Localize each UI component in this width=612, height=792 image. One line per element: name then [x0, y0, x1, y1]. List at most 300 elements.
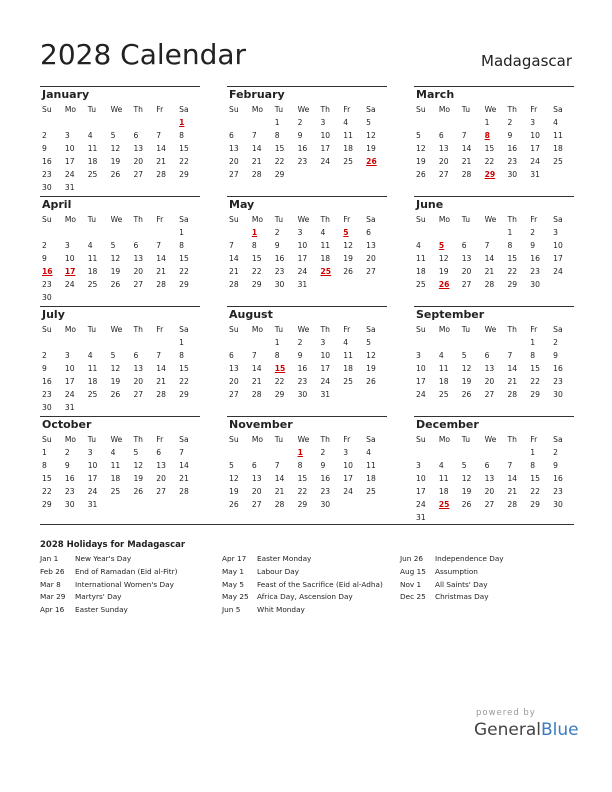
day-cell: 5 [133, 448, 139, 457]
day-cell: 16 [530, 254, 540, 263]
empty-cell [86, 401, 109, 414]
brand-blue: Blue [541, 720, 579, 740]
holiday-item [222, 553, 383, 566]
weekday-label: Mo [64, 105, 77, 114]
day-cell: 23 [297, 377, 308, 386]
weekday-label: Tu [274, 435, 284, 444]
week-row [227, 485, 387, 498]
day-cell: 1 [530, 338, 536, 347]
empty-cell [86, 181, 109, 194]
day-cell: 31 [87, 500, 98, 509]
day-cell: 31 [64, 403, 75, 412]
holiday-name: New Year's Day [75, 554, 132, 563]
holiday-item [222, 579, 383, 592]
day-cell: 15 [42, 474, 52, 483]
holiday-day-cell: 17 [64, 267, 76, 276]
day-cell: 19 [461, 487, 472, 496]
empty-cell [341, 168, 364, 181]
day-cell: 19 [110, 157, 121, 166]
weekday-label: We [484, 435, 497, 444]
day-cell: 21 [156, 377, 166, 386]
day-cell: 19 [416, 157, 426, 166]
day-cell: 8 [42, 461, 47, 470]
day-cell: 6 [133, 131, 139, 140]
week-row [414, 362, 574, 375]
day-cell: 27 [251, 500, 262, 509]
day-cell: 31 [297, 280, 308, 289]
day-cell: 11 [320, 241, 331, 250]
week-row [40, 349, 200, 362]
day-cell: 22 [179, 157, 189, 166]
day-cell: 29 [297, 500, 308, 509]
day-cell: 11 [553, 131, 563, 140]
day-cell: 18 [87, 157, 98, 166]
day-cell: 14 [484, 254, 495, 263]
holiday-name: Easter Monday [257, 554, 312, 563]
brand-logo[interactable] [474, 720, 579, 740]
weekday-label: Mo [251, 325, 264, 334]
day-cell: 21 [507, 487, 518, 496]
weekday-label: Sa [366, 435, 376, 444]
day-cell: 8 [251, 241, 257, 250]
holidays-title: 2028 Holidays for Madagascar [40, 540, 186, 550]
day-cell: 22 [484, 157, 495, 166]
holiday-date: Aug 15 [400, 566, 426, 576]
weekday-label: Mo [251, 215, 264, 224]
empty-cell [177, 401, 200, 414]
week-row [40, 252, 200, 265]
holiday-day-cell: 15 [274, 364, 286, 373]
empty-cell [131, 336, 154, 349]
day-cell: 30 [530, 280, 540, 289]
weekday-label: Fr [530, 215, 538, 224]
weekday-label: Th [133, 105, 143, 114]
empty-cell [505, 336, 528, 349]
day-cell: 12 [343, 241, 353, 250]
month-september [414, 306, 574, 415]
month-name: February [229, 88, 285, 101]
empty-cell [250, 336, 273, 349]
week-row [227, 239, 387, 252]
empty-cell [483, 336, 506, 349]
day-cell: 2 [507, 118, 513, 127]
empty-cell [86, 291, 109, 304]
empty-cell [154, 181, 177, 194]
weekday-header [414, 433, 574, 446]
weekday-label: Fr [156, 325, 164, 334]
day-cell: 11 [87, 364, 98, 373]
day-cell: 5 [229, 461, 234, 470]
day-cell: 13 [251, 474, 262, 483]
day-cell: 25 [343, 377, 353, 386]
day-cell: 9 [507, 131, 513, 140]
week-row [40, 446, 200, 459]
week-row [414, 459, 574, 472]
day-cell: 28 [156, 280, 166, 289]
week-row [40, 336, 200, 349]
day-cell: 13 [461, 254, 472, 263]
day-cell: 10 [416, 364, 426, 373]
day-cell: 26 [229, 500, 239, 509]
week-row [414, 375, 574, 388]
day-cell: 9 [297, 351, 303, 360]
day-cell: 19 [366, 364, 376, 373]
week-row [40, 239, 200, 252]
day-cell: 3 [343, 448, 349, 457]
day-cell: 6 [366, 228, 371, 237]
weekday-label: We [484, 325, 497, 334]
day-cell: 2 [320, 448, 326, 457]
empty-cell [483, 511, 506, 524]
weekday-label: Mo [64, 435, 77, 444]
empty-cell [63, 336, 86, 349]
empty-cell [177, 181, 200, 194]
day-cell: 16 [507, 144, 518, 153]
day-cell: 19 [229, 487, 239, 496]
holiday-day-cell: 25 [438, 500, 450, 509]
page-title: 2028 Calendar [40, 38, 247, 71]
weekday-label: Sa [553, 215, 563, 224]
day-cell: 19 [343, 254, 353, 263]
day-cell: 25 [87, 280, 98, 289]
weekday-label: Th [507, 325, 517, 334]
weekday-label: Su [42, 325, 52, 334]
day-cell: 30 [320, 500, 331, 509]
weekday-label: Th [133, 215, 143, 224]
empty-cell [437, 336, 460, 349]
weekday-label: Su [229, 325, 239, 334]
empty-cell [131, 116, 154, 129]
holiday-item [40, 591, 178, 604]
day-cell: 25 [553, 157, 563, 166]
day-cell: 1 [179, 338, 184, 347]
day-cell: 12 [366, 351, 376, 360]
day-cell: 28 [251, 390, 262, 399]
empty-cell [154, 226, 177, 239]
day-cell: 17 [416, 377, 426, 386]
weekday-header [227, 323, 387, 336]
day-cell: 26 [461, 390, 472, 399]
day-cell: 27 [133, 390, 144, 399]
day-cell: 9 [64, 461, 70, 470]
empty-cell [109, 401, 132, 414]
weekday-header [227, 213, 387, 226]
week-row [40, 155, 200, 168]
day-cell: 29 [530, 500, 540, 509]
day-cell: 23 [42, 280, 52, 289]
day-cell: 5 [366, 338, 371, 347]
empty-cell [63, 291, 86, 304]
holiday-date: Jun 5 [222, 605, 241, 615]
day-cell: 6 [133, 241, 139, 250]
day-cell: 18 [438, 487, 449, 496]
day-cell: 22 [274, 377, 285, 386]
day-cell: 10 [530, 131, 540, 140]
week-row [40, 375, 200, 388]
day-cell: 5 [366, 118, 371, 127]
day-cell: 23 [64, 487, 75, 496]
day-cell: 17 [320, 364, 331, 373]
day-cell: 30 [42, 183, 52, 192]
day-cell: 16 [297, 144, 308, 153]
day-cell: 10 [64, 364, 75, 373]
day-cell: 22 [297, 487, 308, 496]
holiday-item [400, 553, 504, 566]
empty-cell [551, 278, 574, 291]
day-cell: 5 [110, 131, 116, 140]
empty-cell [364, 498, 387, 511]
day-cell: 10 [320, 351, 331, 360]
day-cell: 20 [229, 157, 239, 166]
holiday-name: End of Ramadan (Eid al-Fitr) [75, 566, 178, 576]
holiday-date: May 5 [222, 579, 245, 589]
empty-cell [86, 116, 109, 129]
day-cell: 7 [156, 131, 162, 140]
day-cell: 8 [274, 351, 280, 360]
week-row [40, 168, 200, 181]
weekday-label: Sa [366, 325, 376, 334]
day-cell: 23 [553, 487, 563, 496]
weekday-label: We [484, 105, 497, 114]
day-cell: 4 [366, 448, 371, 457]
day-cell: 17 [64, 377, 75, 386]
day-cell: 11 [366, 461, 376, 470]
week-row [40, 498, 200, 511]
day-cell: 26 [461, 500, 472, 509]
weekday-label: Sa [366, 215, 376, 224]
weekday-label: Th [507, 105, 517, 114]
week-row [227, 252, 387, 265]
holiday-date: May 1 [222, 566, 245, 576]
day-cell: 5 [110, 241, 116, 250]
day-cell: 1 [179, 228, 184, 237]
day-cell: 28 [484, 280, 495, 289]
weekday-label: Sa [366, 105, 376, 114]
week-row [40, 116, 200, 129]
holiday-column [400, 553, 504, 604]
weekday-header [40, 103, 200, 116]
day-cell: 2 [553, 338, 558, 347]
day-cell: 16 [320, 474, 331, 483]
week-row [227, 498, 387, 511]
day-cell: 14 [156, 364, 166, 373]
month-october [40, 416, 200, 525]
week-row [40, 226, 200, 239]
weekday-label: Fr [156, 105, 164, 114]
day-cell: 13 [156, 461, 166, 470]
day-cell: 3 [320, 118, 326, 127]
day-cell: 22 [274, 157, 285, 166]
day-cell: 17 [320, 144, 331, 153]
empty-cell [250, 116, 273, 129]
week-row [414, 485, 574, 498]
day-cell: 16 [553, 474, 563, 483]
day-cell: 10 [416, 474, 426, 483]
week-row [414, 252, 574, 265]
week-row [414, 226, 574, 239]
day-cell: 29 [507, 280, 518, 289]
empty-cell [154, 498, 177, 511]
day-cell: 24 [64, 280, 75, 289]
month-february [227, 86, 387, 195]
day-cell: 1 [274, 118, 280, 127]
day-cell: 6 [484, 351, 490, 360]
day-cell: 23 [297, 157, 308, 166]
day-cell: 27 [366, 267, 376, 276]
day-cell: 18 [438, 377, 449, 386]
day-cell: 4 [87, 131, 93, 140]
day-cell: 22 [179, 267, 189, 276]
day-cell: 24 [87, 487, 98, 496]
week-row [414, 155, 574, 168]
weekday-label: Sa [179, 325, 189, 334]
month-november [227, 416, 387, 525]
empty-cell [414, 446, 437, 459]
empty-cell [460, 336, 483, 349]
day-cell: 9 [42, 364, 47, 373]
day-cell: 3 [87, 448, 93, 457]
weekday-label: Mo [251, 105, 264, 114]
week-row [414, 511, 574, 524]
weekday-label: We [297, 215, 310, 224]
month-december [414, 416, 574, 525]
week-row [414, 388, 574, 401]
day-cell: 30 [553, 500, 563, 509]
weekday-label: We [297, 435, 310, 444]
day-cell: 14 [156, 144, 166, 153]
day-cell: 4 [343, 338, 349, 347]
day-cell: 12 [229, 474, 239, 483]
day-cell: 12 [110, 254, 121, 263]
day-cell: 22 [530, 487, 540, 496]
empty-cell [318, 168, 341, 181]
weekday-label: Tu [274, 215, 284, 224]
day-cell: 24 [297, 267, 308, 276]
day-cell: 15 [530, 474, 540, 483]
weekday-label: Th [320, 105, 330, 114]
day-cell: 30 [553, 390, 563, 399]
day-cell: 27 [229, 390, 239, 399]
day-cell: 4 [438, 351, 444, 360]
holiday-column [222, 553, 383, 617]
day-cell: 4 [553, 118, 558, 127]
empty-cell [296, 168, 319, 181]
day-cell: 2 [274, 228, 280, 237]
day-cell: 29 [179, 390, 189, 399]
day-cell: 29 [42, 500, 52, 509]
day-cell: 5 [416, 131, 421, 140]
weekday-label: Tu [274, 325, 284, 334]
bottom-divider [40, 524, 574, 525]
day-cell: 6 [484, 461, 490, 470]
day-cell: 8 [530, 351, 536, 360]
day-cell: 26 [416, 170, 426, 179]
weekday-label: Su [416, 105, 426, 114]
week-row [414, 336, 574, 349]
day-cell: 15 [507, 254, 518, 263]
day-cell: 13 [133, 144, 144, 153]
day-cell: 13 [484, 364, 495, 373]
day-cell: 4 [87, 241, 93, 250]
empty-cell [227, 116, 250, 129]
holiday-item [40, 566, 178, 579]
day-cell: 25 [87, 390, 98, 399]
empty-cell [131, 498, 154, 511]
day-cell: 4 [87, 351, 93, 360]
holiday-date: May 25 [222, 592, 249, 602]
week-row [40, 401, 200, 414]
day-cell: 28 [507, 500, 518, 509]
holiday-item [222, 591, 383, 604]
week-row [414, 129, 574, 142]
week-row [227, 168, 387, 181]
day-cell: 1 [484, 118, 490, 127]
weekday-label: Su [42, 215, 52, 224]
week-row [227, 336, 387, 349]
holiday-item [222, 566, 383, 579]
day-cell: 13 [133, 364, 144, 373]
day-cell: 28 [274, 500, 285, 509]
weekday-label: Su [229, 105, 239, 114]
week-row [40, 472, 200, 485]
day-cell: 6 [229, 131, 234, 140]
month-july [40, 306, 200, 415]
day-cell: 30 [507, 170, 518, 179]
day-cell: 16 [42, 377, 52, 386]
empty-cell [341, 278, 364, 291]
weekday-header [414, 103, 574, 116]
day-cell: 20 [251, 487, 262, 496]
day-cell: 21 [229, 267, 239, 276]
day-cell: 3 [553, 228, 558, 237]
day-cell: 14 [461, 144, 472, 153]
weekday-label: Th [507, 215, 517, 224]
weekday-label: Fr [530, 325, 538, 334]
day-cell: 7 [507, 351, 513, 360]
day-cell: 11 [343, 131, 353, 140]
day-cell: 24 [64, 170, 75, 179]
day-cell: 31 [320, 390, 331, 399]
day-cell: 30 [64, 500, 75, 509]
weekday-label: Fr [530, 435, 538, 444]
day-cell: 18 [320, 254, 331, 263]
day-cell: 7 [179, 448, 184, 457]
empty-cell [505, 446, 528, 459]
weekday-header [414, 323, 574, 336]
week-row [40, 142, 200, 155]
weekday-label: Su [229, 435, 239, 444]
day-cell: 14 [179, 461, 189, 470]
week-row [40, 265, 200, 278]
day-cell: 8 [179, 241, 184, 250]
day-cell: 12 [461, 364, 472, 373]
day-cell: 7 [484, 241, 490, 250]
week-row [40, 291, 200, 304]
weekday-label: Su [416, 435, 426, 444]
empty-cell [109, 336, 132, 349]
weekday-label: Mo [251, 435, 264, 444]
day-cell: 29 [179, 280, 189, 289]
weekday-label: Tu [87, 105, 97, 114]
holiday-day-cell: 29 [484, 170, 496, 179]
week-row [414, 446, 574, 459]
day-cell: 1 [530, 448, 536, 457]
day-cell: 28 [507, 390, 518, 399]
empty-cell [460, 226, 483, 239]
day-cell: 31 [416, 513, 426, 522]
day-cell: 23 [507, 157, 518, 166]
month-name: September [416, 308, 485, 321]
